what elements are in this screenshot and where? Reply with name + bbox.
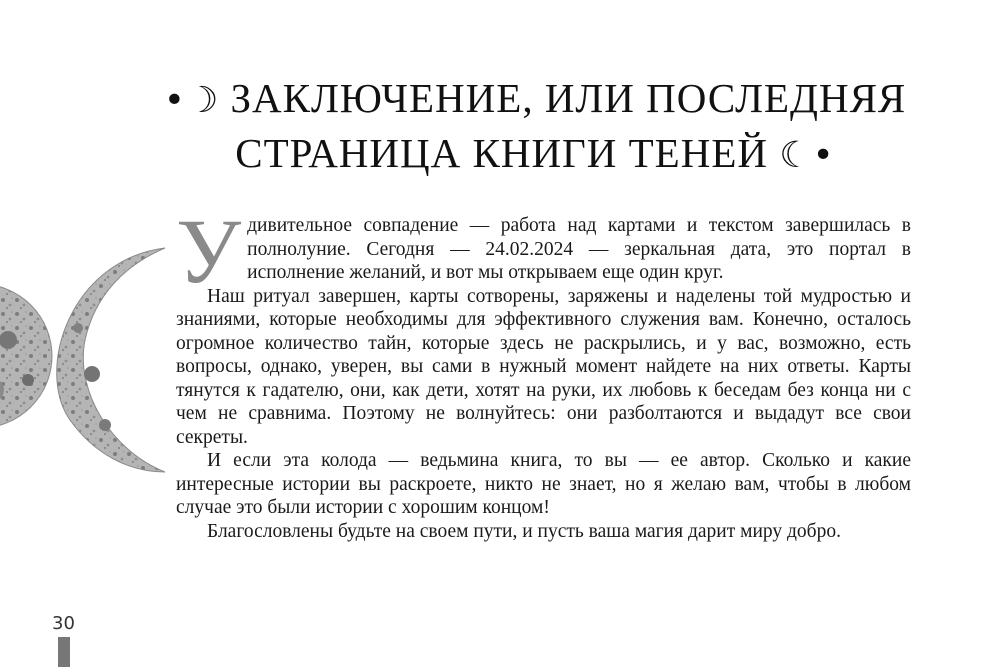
full-moon-icon xyxy=(0,284,52,428)
paragraph-1-text: дивительное совпадение — работа над картами и текстом завершилась в полнолуние. Сегодня — 24.02.2024 — зеркальная дата, это портал в исполнение желаний, и вот мы открываем еще один круг. xyxy=(247,215,911,283)
page-number: 30 xyxy=(52,613,75,634)
paragraph-1 xyxy=(176,200,911,302)
paragraph-3: И если эта колода — ведьмина книга, то вы — ее автор. Сколько и какие интересные истории вы раскроете, никто не знает, но я желаю вам, чтобы в любом случае это были истории с хорошим концом! xyxy=(176,450,911,518)
left-moon-ornament: •☽ xyxy=(163,80,220,121)
paragraph-2: Наш ритуал завершен, карты сотворены, заряжены и наделены той мудростью и знаниями, которые необходимы для эффективного служения вам. Конечно, осталось огромное количество тайн, которые здесь не раскрылись, и у вас, возможно, есть вопросы, однако, уверен, вы сами в нужный момент найдете на них ответы. Карты тянутся к гадателю, они, как дети, хотят на руки, их любовь к беседам без конца ни с чем не сравнима. Поэтому не волнуйтесь: они разболтаются и выдадут все свои секреты. xyxy=(176,285,911,448)
title-line-2: СТРАНИЦА КНИГИ ТЕНЕЙ xyxy=(235,130,768,176)
chapter-title xyxy=(120,72,950,182)
page-marker-bar xyxy=(58,637,70,667)
paragraph-4: Благословлены будьте на своем пути, и пусть ваша магия дарит миру добро. xyxy=(207,520,841,542)
drop-cap: У xyxy=(176,200,242,302)
title-line-1: ЗАКЛЮЧЕНИЕ, ИЛИ ПОСЛЕДНЯЯ xyxy=(230,75,907,121)
moon-illustration xyxy=(0,240,170,480)
crescent-moon-icon xyxy=(57,248,165,472)
body-text xyxy=(176,200,911,543)
right-moon-ornament: ☾• xyxy=(779,135,835,176)
